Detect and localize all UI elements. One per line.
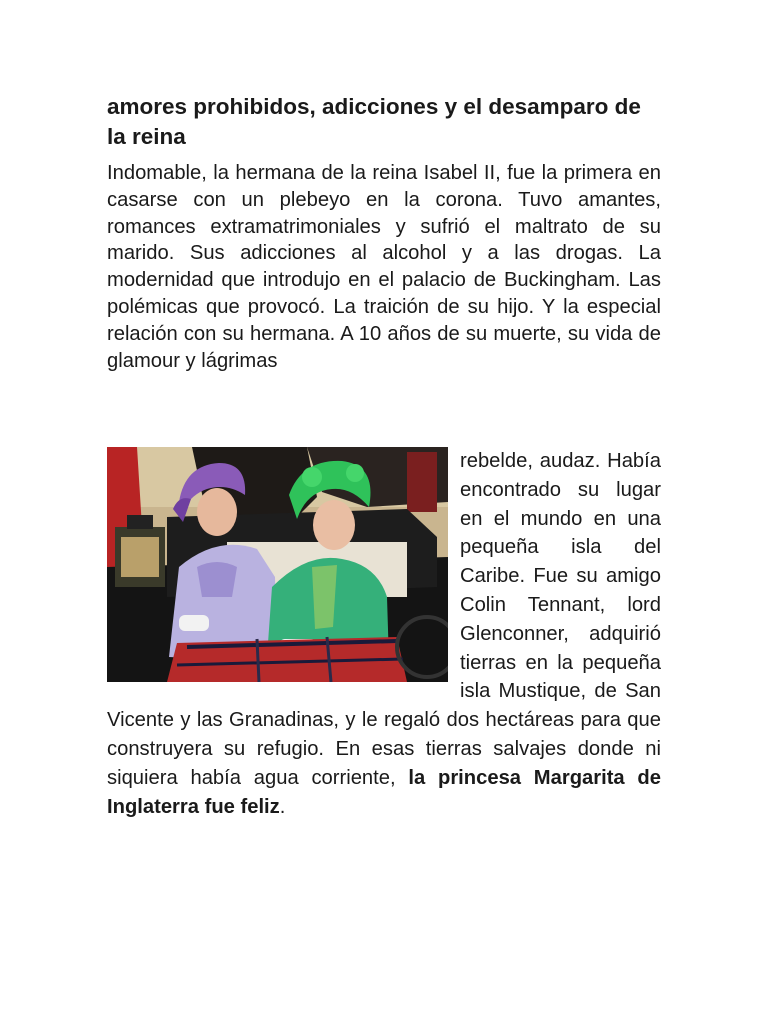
article-title: amores prohibidos, adicciones y el desamparo de la reina bbox=[107, 94, 641, 149]
body-text-main: rebelde, audaz. Había encontrado su lugar en el mundo en una pequeña isla del Caribe. Fue su amigo Colin Tennant, lord Glenconner, adquirió tierras en la pequeña isla Mustique, de San Vicente y las Granadinas, y le regaló dos hectáreas para que construyera su refugio. En esas tierras salvajes donde ni siquiera había agua corriente, bbox=[107, 450, 661, 789]
body-text-bold: la princesa Margarita de Inglaterra fue feliz bbox=[107, 766, 661, 818]
body-text-end: . bbox=[279, 795, 286, 818]
article-body bbox=[107, 447, 661, 821]
carriage-photo bbox=[107, 447, 448, 682]
article-header bbox=[107, 92, 661, 374]
article-intro: Indomable, la hermana de la reina Isabel II, fue la primera en casarse con un plebeyo en la corona. Tuvo amantes, romances extramatrimoniales y sufrió el maltrato de su marido. Sus adicciones al alcohol y a las drogas. La modernidad que introdujo en el palacio de Buckingham. Las polémicas que provocó. La traición de su hijo. Y la especial relación con su hermana. A 10 años de su muerte, su vida de glamour y lágrimas bbox=[107, 162, 661, 372]
